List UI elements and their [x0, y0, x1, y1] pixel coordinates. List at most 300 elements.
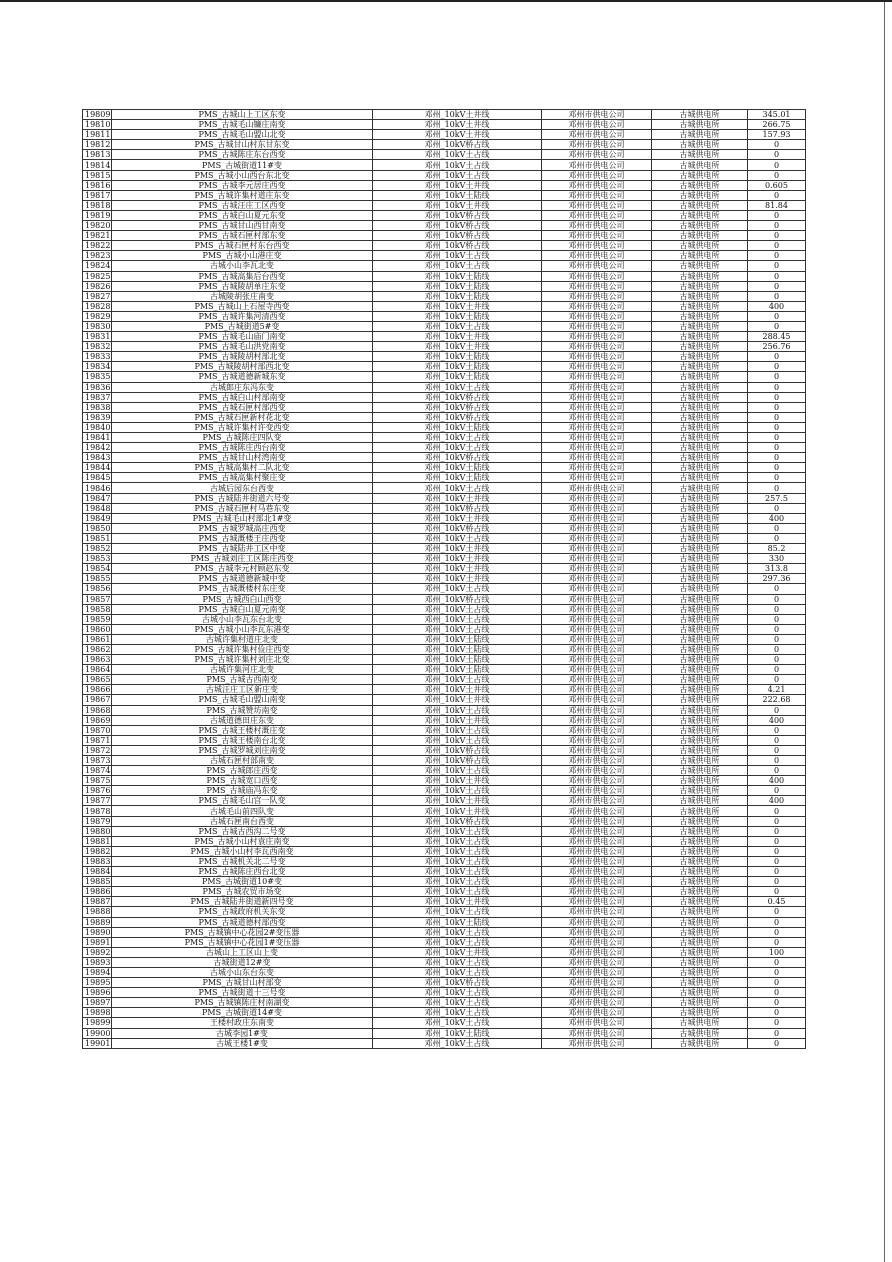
transformer-name-cell: PMS_古城毛山盟山北变: [112, 130, 373, 140]
row-id-cell: 19828: [83, 301, 112, 311]
row-id-cell: 19871: [83, 735, 112, 745]
station-cell: 古城供电所: [652, 402, 748, 412]
station-cell: 古城供电所: [652, 251, 748, 261]
station-cell: 古城供电所: [652, 917, 748, 927]
company-cell: 邓州市供电公司: [542, 200, 652, 210]
station-cell: 古城供电所: [652, 221, 748, 231]
station-cell: 古城供电所: [652, 604, 748, 614]
station-cell: 古城供电所: [652, 311, 748, 321]
line-name-cell: 邓州_10kV土占线: [373, 937, 542, 947]
transformer-name-cell: PMS_古城石匣村马巷东变: [112, 503, 373, 513]
row-id-cell: 19895: [83, 978, 112, 988]
value-cell: 345.01: [748, 110, 806, 120]
station-cell: 古城供电所: [652, 826, 748, 836]
row-id-cell: 19819: [83, 210, 112, 220]
transformer-name-cell: PMS_古城毛山宫一队变: [112, 796, 373, 806]
transformer-name-cell: PMS_古城陈庄四队变: [112, 433, 373, 443]
value-cell: 4.21: [748, 685, 806, 695]
line-name-cell: 邓州_10kV桥占线: [373, 140, 542, 150]
station-cell: 古城供电所: [652, 856, 748, 866]
value-cell: 0: [748, 826, 806, 836]
transformer-name-cell: PMS_古城陈庄西台北变: [112, 867, 373, 877]
station-cell: 古城供电所: [652, 836, 748, 846]
transformer-name-cell: PMS_古城镇中心花园2#变压器: [112, 927, 373, 937]
station-cell: 古城供电所: [652, 463, 748, 473]
line-name-cell: 邓州_10kV土陆线: [373, 372, 542, 382]
line-name-cell: 邓州_10kV桥占线: [373, 231, 542, 241]
value-cell: 0: [748, 634, 806, 644]
transformer-name-cell: PMS_古城陵胡单庄东变: [112, 281, 373, 291]
value-cell: 0: [748, 816, 806, 826]
station-cell: 古城供电所: [652, 210, 748, 220]
station-cell: 古城供电所: [652, 301, 748, 311]
line-name-cell: 邓州_10kV桥占线: [373, 978, 542, 988]
value-cell: 0: [748, 766, 806, 776]
station-cell: 古城供电所: [652, 453, 748, 463]
value-cell: 0: [748, 291, 806, 301]
station-cell: 古城供电所: [652, 614, 748, 624]
line-name-cell: 邓州_10kV土占线: [373, 877, 542, 887]
station-cell: 古城供电所: [652, 988, 748, 998]
transformer-name-cell: PMS_古城郎庄西变: [112, 766, 373, 776]
station-cell: 古城供电所: [652, 907, 748, 917]
line-name-cell: 邓州_10kV土占线: [373, 735, 542, 745]
station-cell: 古城供电所: [652, 957, 748, 967]
company-cell: 邓州市供电公司: [542, 231, 652, 241]
line-name-cell: 邓州_10kV土井线: [373, 513, 542, 523]
table-row: [83, 786, 806, 796]
transformer-name-cell: PMS_古城政府机关东变: [112, 907, 373, 917]
row-id-cell: 19830: [83, 321, 112, 331]
value-cell: 0: [748, 1018, 806, 1028]
value-cell: 0.605: [748, 180, 806, 190]
row-id-cell: 19843: [83, 453, 112, 463]
company-cell: 邓州市供电公司: [542, 604, 652, 614]
table-row: [83, 634, 806, 644]
table-row: [83, 614, 806, 624]
table-row: [83, 210, 806, 220]
value-cell: 400: [748, 715, 806, 725]
line-name-cell: 邓州_10kV土占线: [373, 867, 542, 877]
station-cell: 古城供电所: [652, 352, 748, 362]
value-cell: 0: [748, 140, 806, 150]
table-row: [83, 887, 806, 897]
station-cell: 古城供电所: [652, 967, 748, 977]
station-cell: 古城供电所: [652, 816, 748, 826]
company-cell: 邓州市供电公司: [542, 483, 652, 493]
table-row: [83, 422, 806, 432]
row-id-cell: 19856: [83, 584, 112, 594]
row-id-cell: 19839: [83, 412, 112, 422]
value-cell: 0: [748, 443, 806, 453]
value-cell: 0: [748, 604, 806, 614]
table-row: [83, 160, 806, 170]
value-cell: 0: [748, 372, 806, 382]
transformer-name-cell: PMS_古城汪庄工区西变: [112, 200, 373, 210]
row-id-cell: 19812: [83, 140, 112, 150]
value-cell: 0: [748, 978, 806, 988]
line-name-cell: 邓州_10kV土占线: [373, 170, 542, 180]
table-row: [83, 200, 806, 210]
row-id-cell: 19884: [83, 867, 112, 877]
value-cell: 0: [748, 735, 806, 745]
transformer-name-cell: PMS_古城陵胡村部北变: [112, 352, 373, 362]
line-name-cell: 邓州_10kV土井线: [373, 897, 542, 907]
company-cell: 邓州市供电公司: [542, 130, 652, 140]
row-id-cell: 19876: [83, 786, 112, 796]
transformer-name-cell: PMS_古城陈庄西台南变: [112, 443, 373, 453]
transformer-name-cell: PMS_古城陆井工区中变: [112, 544, 373, 554]
transformer-name-cell: PMS_古城小山港庄变: [112, 251, 373, 261]
line-name-cell: 邓州_10kV土占线: [373, 321, 542, 331]
table-row: [83, 735, 806, 745]
station-cell: 古城供电所: [652, 422, 748, 432]
transformer-name-cell: 古城石匣南台西变: [112, 816, 373, 826]
table-row: [83, 110, 806, 120]
line-name-cell: 邓州_10kV土陆线: [373, 473, 542, 483]
table-row: [83, 816, 806, 826]
line-name-cell: 邓州_10kV土井线: [373, 554, 542, 564]
company-cell: 邓州市供电公司: [542, 665, 652, 675]
value-cell: 0: [748, 594, 806, 604]
transformer-name-cell: PMS_古城石匣村东台西变: [112, 241, 373, 251]
transformer-name-cell: PMS_古城西白山西变: [112, 594, 373, 604]
station-cell: 古城供电所: [652, 796, 748, 806]
transformer-name-cell: 古城小山李瓦北变: [112, 261, 373, 271]
company-cell: 邓州市供电公司: [542, 756, 652, 766]
company-cell: 邓州市供电公司: [542, 170, 652, 180]
value-cell: 0: [748, 352, 806, 362]
line-name-cell: 邓州_10kV桥占线: [373, 453, 542, 463]
table-row: [83, 433, 806, 443]
row-id-cell: 19834: [83, 362, 112, 372]
company-cell: 邓州市供电公司: [542, 927, 652, 937]
transformer-name-cell: 古城许集村道庄北变: [112, 634, 373, 644]
row-id-cell: 19850: [83, 523, 112, 533]
value-cell: 0: [748, 231, 806, 241]
table-row: [83, 826, 806, 836]
station-cell: 古城供电所: [652, 190, 748, 200]
table-row: [83, 241, 806, 251]
line-name-cell: 邓州_10kV土井线: [373, 685, 542, 695]
line-name-cell: 邓州_10kV土陆线: [373, 634, 542, 644]
table-row: [83, 695, 806, 705]
table-row: [83, 281, 806, 291]
station-cell: 古城供电所: [652, 443, 748, 453]
value-cell: 0: [748, 584, 806, 594]
transformer-name-cell: 古城街道12#变: [112, 957, 373, 967]
station-cell: 古城供电所: [652, 897, 748, 907]
transformer-name-cell: PMS_古城小山西台东北变: [112, 170, 373, 180]
transformer-name-cell: PMS_古城许集河清西变: [112, 311, 373, 321]
line-name-cell: 邓州_10kV土陆线: [373, 1028, 542, 1038]
value-cell: 0: [748, 957, 806, 967]
value-cell: 157.93: [748, 130, 806, 140]
value-cell: 222.68: [748, 695, 806, 705]
line-name-cell: 邓州_10kV土井线: [373, 574, 542, 584]
transformer-name-cell: PMS_古城道德新城东变: [112, 372, 373, 382]
value-cell: 0: [748, 927, 806, 937]
value-cell: 288.45: [748, 332, 806, 342]
table-row: [83, 745, 806, 755]
transformer-name-cell: PMS_古城甘山村部变: [112, 978, 373, 988]
row-id-cell: 19898: [83, 1008, 112, 1018]
value-cell: 0: [748, 261, 806, 271]
row-id-cell: 19836: [83, 382, 112, 392]
line-name-cell: 邓州_10kV土陆线: [373, 291, 542, 301]
company-cell: 邓州市供电公司: [542, 816, 652, 826]
line-name-cell: 邓州_10kV土占线: [373, 150, 542, 160]
transformer-name-cell: PMS_古城王楼村溉庄变: [112, 725, 373, 735]
line-name-cell: 邓州_10kV土占线: [373, 766, 542, 776]
table-row: [83, 766, 806, 776]
transformer-name-cell: 古城后园东台西变: [112, 483, 373, 493]
company-cell: 邓州市供电公司: [542, 281, 652, 291]
transformer-name-cell: PMS_古城许集村道庄东变: [112, 190, 373, 200]
company-cell: 邓州市供电公司: [542, 796, 652, 806]
company-cell: 邓州市供电公司: [542, 140, 652, 150]
line-name-cell: 邓州_10kV土井线: [373, 110, 542, 120]
station-cell: 古城供电所: [652, 584, 748, 594]
table-row: [83, 685, 806, 695]
table-row: [83, 261, 806, 271]
company-cell: 邓州市供电公司: [542, 634, 652, 644]
company-cell: 邓州市供电公司: [542, 806, 652, 816]
table-row: [83, 150, 806, 160]
table-row: [83, 382, 806, 392]
station-cell: 古城供电所: [652, 372, 748, 382]
table-row: [83, 544, 806, 554]
line-name-cell: 邓州_10kV土占线: [373, 483, 542, 493]
line-name-cell: 邓州_10kV土陆线: [373, 665, 542, 675]
transformer-name-cell: PMS_古城古西南变: [112, 675, 373, 685]
station-cell: 古城供电所: [652, 978, 748, 988]
row-id-cell: 19846: [83, 483, 112, 493]
row-id-cell: 19868: [83, 705, 112, 715]
table-row: [83, 321, 806, 331]
station-cell: 古城供电所: [652, 130, 748, 140]
row-id-cell: 19880: [83, 826, 112, 836]
row-id-cell: 19826: [83, 281, 112, 291]
value-cell: 0: [748, 453, 806, 463]
transformer-name-cell: 古城石匣村部南变: [112, 756, 373, 766]
row-id-cell: 19816: [83, 180, 112, 190]
line-name-cell: 邓州_10kV土占线: [373, 826, 542, 836]
row-id-cell: 19848: [83, 503, 112, 513]
company-cell: 邓州市供电公司: [542, 180, 652, 190]
company-cell: 邓州市供电公司: [542, 998, 652, 1008]
value-cell: 400: [748, 796, 806, 806]
line-name-cell: 邓州_10kV土井线: [373, 200, 542, 210]
station-cell: 古城供电所: [652, 271, 748, 281]
transformer-name-cell: PMS_古城机关北二号变: [112, 856, 373, 866]
table-row: [83, 877, 806, 887]
company-cell: 邓州市供电公司: [542, 978, 652, 988]
table-row: [83, 715, 806, 725]
table-row: [83, 463, 806, 473]
transformer-name-cell: 古城毛山前四队变: [112, 806, 373, 816]
row-id-cell: 19878: [83, 806, 112, 816]
row-id-cell: 19859: [83, 614, 112, 624]
line-name-cell: 邓州_10kV土占线: [373, 786, 542, 796]
table-row: [83, 957, 806, 967]
transformer-name-cell: PMS_古城镇陈庄村南湖变: [112, 998, 373, 1008]
line-name-cell: 邓州_10kV土井线: [373, 544, 542, 554]
company-cell: 邓州市供电公司: [542, 1038, 652, 1048]
station-cell: 古城供电所: [652, 170, 748, 180]
value-cell: 0: [748, 624, 806, 634]
value-cell: 0: [748, 846, 806, 856]
company-cell: 邓州市供电公司: [542, 786, 652, 796]
table-row: [83, 352, 806, 362]
line-name-cell: 邓州_10kV土陆线: [373, 917, 542, 927]
row-id-cell: 19837: [83, 392, 112, 402]
row-id-cell: 19838: [83, 402, 112, 412]
table-row: [83, 180, 806, 190]
value-cell: 400: [748, 776, 806, 786]
transformer-name-cell: 古城王楼1#变: [112, 1038, 373, 1048]
row-id-cell: 19841: [83, 433, 112, 443]
station-cell: 古城供电所: [652, 140, 748, 150]
line-name-cell: 邓州_10kV土占线: [373, 584, 542, 594]
line-name-cell: 邓州_10kV桥占线: [373, 523, 542, 533]
value-cell: 0: [748, 190, 806, 200]
station-cell: 古城供电所: [652, 634, 748, 644]
company-cell: 邓州市供电公司: [542, 574, 652, 584]
row-id-cell: 19833: [83, 352, 112, 362]
line-name-cell: 邓州_10kV土占线: [373, 624, 542, 634]
transformer-name-cell: PMS_古城罗城刘庄南变: [112, 745, 373, 755]
company-cell: 邓州市供电公司: [542, 493, 652, 503]
station-cell: 古城供电所: [652, 766, 748, 776]
transformer-name-cell: PMS_古城溉楼村东庄变: [112, 584, 373, 594]
value-cell: 85.2: [748, 544, 806, 554]
line-name-cell: 邓州_10kV土井线: [373, 493, 542, 503]
row-id-cell: 19835: [83, 372, 112, 382]
line-name-cell: 邓州_10kV土占线: [373, 261, 542, 271]
company-cell: 邓州市供电公司: [542, 382, 652, 392]
transformer-name-cell: PMS_古城毛山洪党南变: [112, 342, 373, 352]
transformer-name-cell: 古城道德田庄东变: [112, 715, 373, 725]
value-cell: 0: [748, 806, 806, 816]
company-cell: 邓州市供电公司: [542, 776, 652, 786]
company-cell: 邓州市供电公司: [542, 251, 652, 261]
transformer-name-cell: PMS_古城许集村许变西变: [112, 422, 373, 432]
value-cell: 0: [748, 917, 806, 927]
value-cell: 0: [748, 503, 806, 513]
value-cell: 0: [748, 533, 806, 543]
transformer-name-cell: PMS_古城石匣新村花北变: [112, 412, 373, 422]
company-cell: 邓州市供电公司: [542, 988, 652, 998]
row-id-cell: 19866: [83, 685, 112, 695]
transformer-name-cell: PMS_古城街道14#变: [112, 1008, 373, 1018]
value-cell: 0: [748, 725, 806, 735]
table-row: [83, 332, 806, 342]
station-cell: 古城供电所: [652, 574, 748, 584]
company-cell: 邓州市供电公司: [542, 332, 652, 342]
company-cell: 邓州市供电公司: [542, 190, 652, 200]
line-name-cell: 邓州_10kV桥占线: [373, 503, 542, 513]
station-cell: 古城供电所: [652, 675, 748, 685]
transformer-name-cell: PMS_古城街道11#变: [112, 160, 373, 170]
value-cell: 0: [748, 1038, 806, 1048]
row-id-cell: 19886: [83, 887, 112, 897]
company-cell: 邓州市供电公司: [542, 564, 652, 574]
row-id-cell: 19888: [83, 907, 112, 917]
row-id-cell: 19845: [83, 473, 112, 483]
company-cell: 邓州市供电公司: [542, 887, 652, 897]
row-id-cell: 19844: [83, 463, 112, 473]
row-id-cell: 19874: [83, 766, 112, 776]
company-cell: 邓州市供电公司: [542, 392, 652, 402]
transformer-name-cell: PMS_古城石匣村部西变: [112, 402, 373, 412]
table-row: [83, 604, 806, 614]
table-row: [83, 947, 806, 957]
line-name-cell: 邓州_10kV土占线: [373, 614, 542, 624]
table-row: [83, 927, 806, 937]
table-row: [83, 1028, 806, 1038]
value-cell: 0: [748, 433, 806, 443]
company-cell: 邓州市供电公司: [542, 735, 652, 745]
row-id-cell: 19827: [83, 291, 112, 301]
line-name-cell: 邓州_10kV土井线: [373, 564, 542, 574]
company-cell: 邓州市供电公司: [542, 584, 652, 594]
value-cell: 0: [748, 745, 806, 755]
station-cell: 古城供电所: [652, 473, 748, 483]
row-id-cell: 19887: [83, 897, 112, 907]
company-cell: 邓州市供电公司: [542, 402, 652, 412]
value-cell: 0: [748, 867, 806, 877]
transformer-name-cell: PMS_古城道德村部西变: [112, 917, 373, 927]
value-cell: 0: [748, 160, 806, 170]
value-cell: 0: [748, 412, 806, 422]
table-row: [83, 705, 806, 715]
value-cell: 0: [748, 877, 806, 887]
table-row: [83, 988, 806, 998]
value-cell: 0: [748, 463, 806, 473]
station-cell: 古城供电所: [652, 493, 748, 503]
station-cell: 古城供电所: [652, 433, 748, 443]
transformer-name-cell: PMS_古城宽口西变: [112, 776, 373, 786]
value-cell: 0: [748, 271, 806, 281]
row-id-cell: 19872: [83, 745, 112, 755]
transformer-name-cell: 古城李园1#变: [112, 1028, 373, 1038]
row-id-cell: 19847: [83, 493, 112, 503]
row-id-cell: 19809: [83, 110, 112, 120]
line-name-cell: 邓州_10kV土陆线: [373, 463, 542, 473]
company-cell: 邓州市供电公司: [542, 372, 652, 382]
station-cell: 古城供电所: [652, 806, 748, 816]
company-cell: 邓州市供电公司: [542, 937, 652, 947]
row-id-cell: 19891: [83, 937, 112, 947]
value-cell: 0: [748, 1028, 806, 1038]
station-cell: 古城供电所: [652, 483, 748, 493]
row-id-cell: 19853: [83, 554, 112, 564]
company-cell: 邓州市供电公司: [542, 210, 652, 220]
value-cell: 0: [748, 523, 806, 533]
value-cell: 0: [748, 281, 806, 291]
company-cell: 邓州市供电公司: [542, 301, 652, 311]
station-cell: 古城供电所: [652, 110, 748, 120]
table-body: [83, 110, 806, 1049]
table-row: [83, 756, 806, 766]
station-cell: 古城供电所: [652, 200, 748, 210]
station-cell: 古城供电所: [652, 1028, 748, 1038]
company-cell: 邓州市供电公司: [542, 695, 652, 705]
table-row: [83, 806, 806, 816]
company-cell: 邓州市供电公司: [542, 473, 652, 483]
row-id-cell: 19840: [83, 422, 112, 432]
